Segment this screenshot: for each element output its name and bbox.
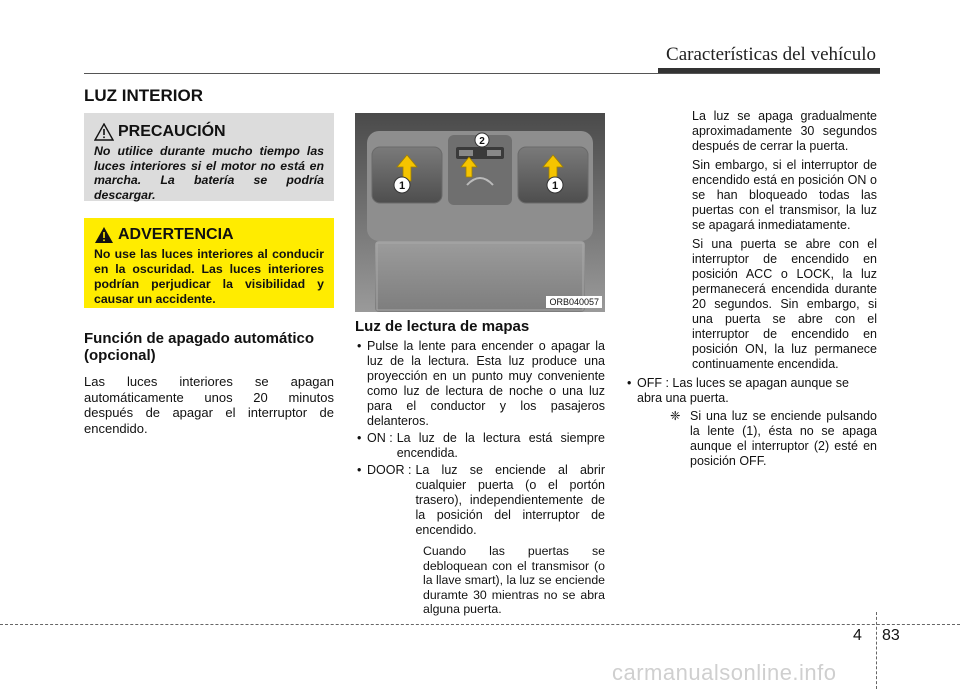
on-term: ON : xyxy=(367,431,393,445)
off-text: OFF : Las luces se apagan aunque se abra una puerta. xyxy=(637,376,849,405)
callout-1-left-label: 1 xyxy=(398,180,406,192)
warning-header xyxy=(94,226,324,244)
off-item xyxy=(625,376,877,406)
bullet: • xyxy=(627,376,632,390)
warning-box xyxy=(84,218,334,308)
door-note: Cuando las puertas se debloquean con el transmisor (o la llave smart), la luz se enciende duramte 30 mientras no se abra alguna puerta. xyxy=(423,544,605,616)
door-desc: La luz se enciende al abrir cualquier puerta (o el portón trasero), independientemente de la posición del interruptor de encendido. xyxy=(415,463,605,537)
list-item xyxy=(355,339,605,429)
watermark: carmanualsonline.info xyxy=(612,660,837,685)
note-text: Si una luz se enciende pulsando la lente (1), ésta no se apaga aunque el interruptor (2) esté en posición OFF. xyxy=(690,409,877,468)
callout-2-label: 2 xyxy=(479,136,485,147)
map-lamp-illustration xyxy=(355,113,605,312)
section-title: LUZ INTERIOR xyxy=(84,86,203,105)
caution-title: PRECAUCIÓN xyxy=(118,123,226,140)
list-item xyxy=(355,463,605,538)
paragraph-fade: La luz se apaga gradualmente aproximadamente 30 segundos después de cerrar la puerta. xyxy=(692,109,877,153)
bullet: • xyxy=(357,463,362,477)
column-1 xyxy=(84,113,334,436)
on-desc: La luz de la lectura está siempre encendida. xyxy=(396,431,605,460)
list-item-text: Pulse la lente para encender o apagar la luz de la lectura. Esta luz produce una proyección en un punto muy conveniente como luz de lectura de noche o una luz para el conductor y los pasajeros delanteros. xyxy=(367,339,605,428)
map-lamp-list xyxy=(355,339,605,617)
caution-box xyxy=(84,113,334,201)
header-rule xyxy=(84,73,880,74)
figure-code: ORB040057 xyxy=(546,296,602,308)
running-header: Características del vehículo xyxy=(666,44,876,65)
paragraph-acc-lock: Si una puerta se abre con el interruptor de encendido en posición ACC o LOCK, la luz permanecerá encendida durante 20 segundos. Sin embargo, si una puerta se abre con el interruptor de encendido en posición ON, la luz permanece continuamente encendida. xyxy=(692,237,877,371)
callout-1-right-label: 1 xyxy=(551,180,559,192)
warning-icon xyxy=(94,226,114,244)
auto-off-text: Las luces interiores se apagan automáticamente unos 20 minutos después de apagar el interruptor de encendido. xyxy=(84,374,334,436)
caution-header xyxy=(94,123,324,141)
bullet: • xyxy=(357,339,362,353)
warning-text: No use las luces interiores al conducir en la oscuridad. Las luces interiores podrían perjudicar la visibilidad y causar un accidente. xyxy=(94,247,324,306)
column-2 xyxy=(355,113,605,617)
door-term: DOOR : xyxy=(367,463,412,477)
note xyxy=(625,409,877,469)
map-lamp-title: Luz de lectura de mapas xyxy=(355,318,530,335)
paragraph-immediate: Sin embargo, si el interruptor de encendido está en posición ON o se han bloqueado todas las puertas con el transmisor, la luz se apagará inmediatamente. xyxy=(692,158,877,232)
column-3 xyxy=(625,109,877,469)
footer-rule xyxy=(0,624,960,625)
caution-text: No utilice durante mucho tiempo las luces interiores si el motor no está en marcha. La batería se podría descargar. xyxy=(94,144,324,202)
bullet: • xyxy=(357,431,362,445)
auto-off-title: Función de apagado automático (opcional) xyxy=(84,330,315,364)
footer-divider xyxy=(876,612,877,689)
list-item xyxy=(355,431,605,461)
chapter-number: 4 xyxy=(853,627,862,644)
caution-icon xyxy=(94,123,114,141)
warning-title: ADVERTENCIA xyxy=(118,226,234,243)
note-mark-icon: ❈ xyxy=(670,409,681,423)
page-number: 83 xyxy=(882,627,900,644)
map-lamp-photo xyxy=(355,113,605,312)
